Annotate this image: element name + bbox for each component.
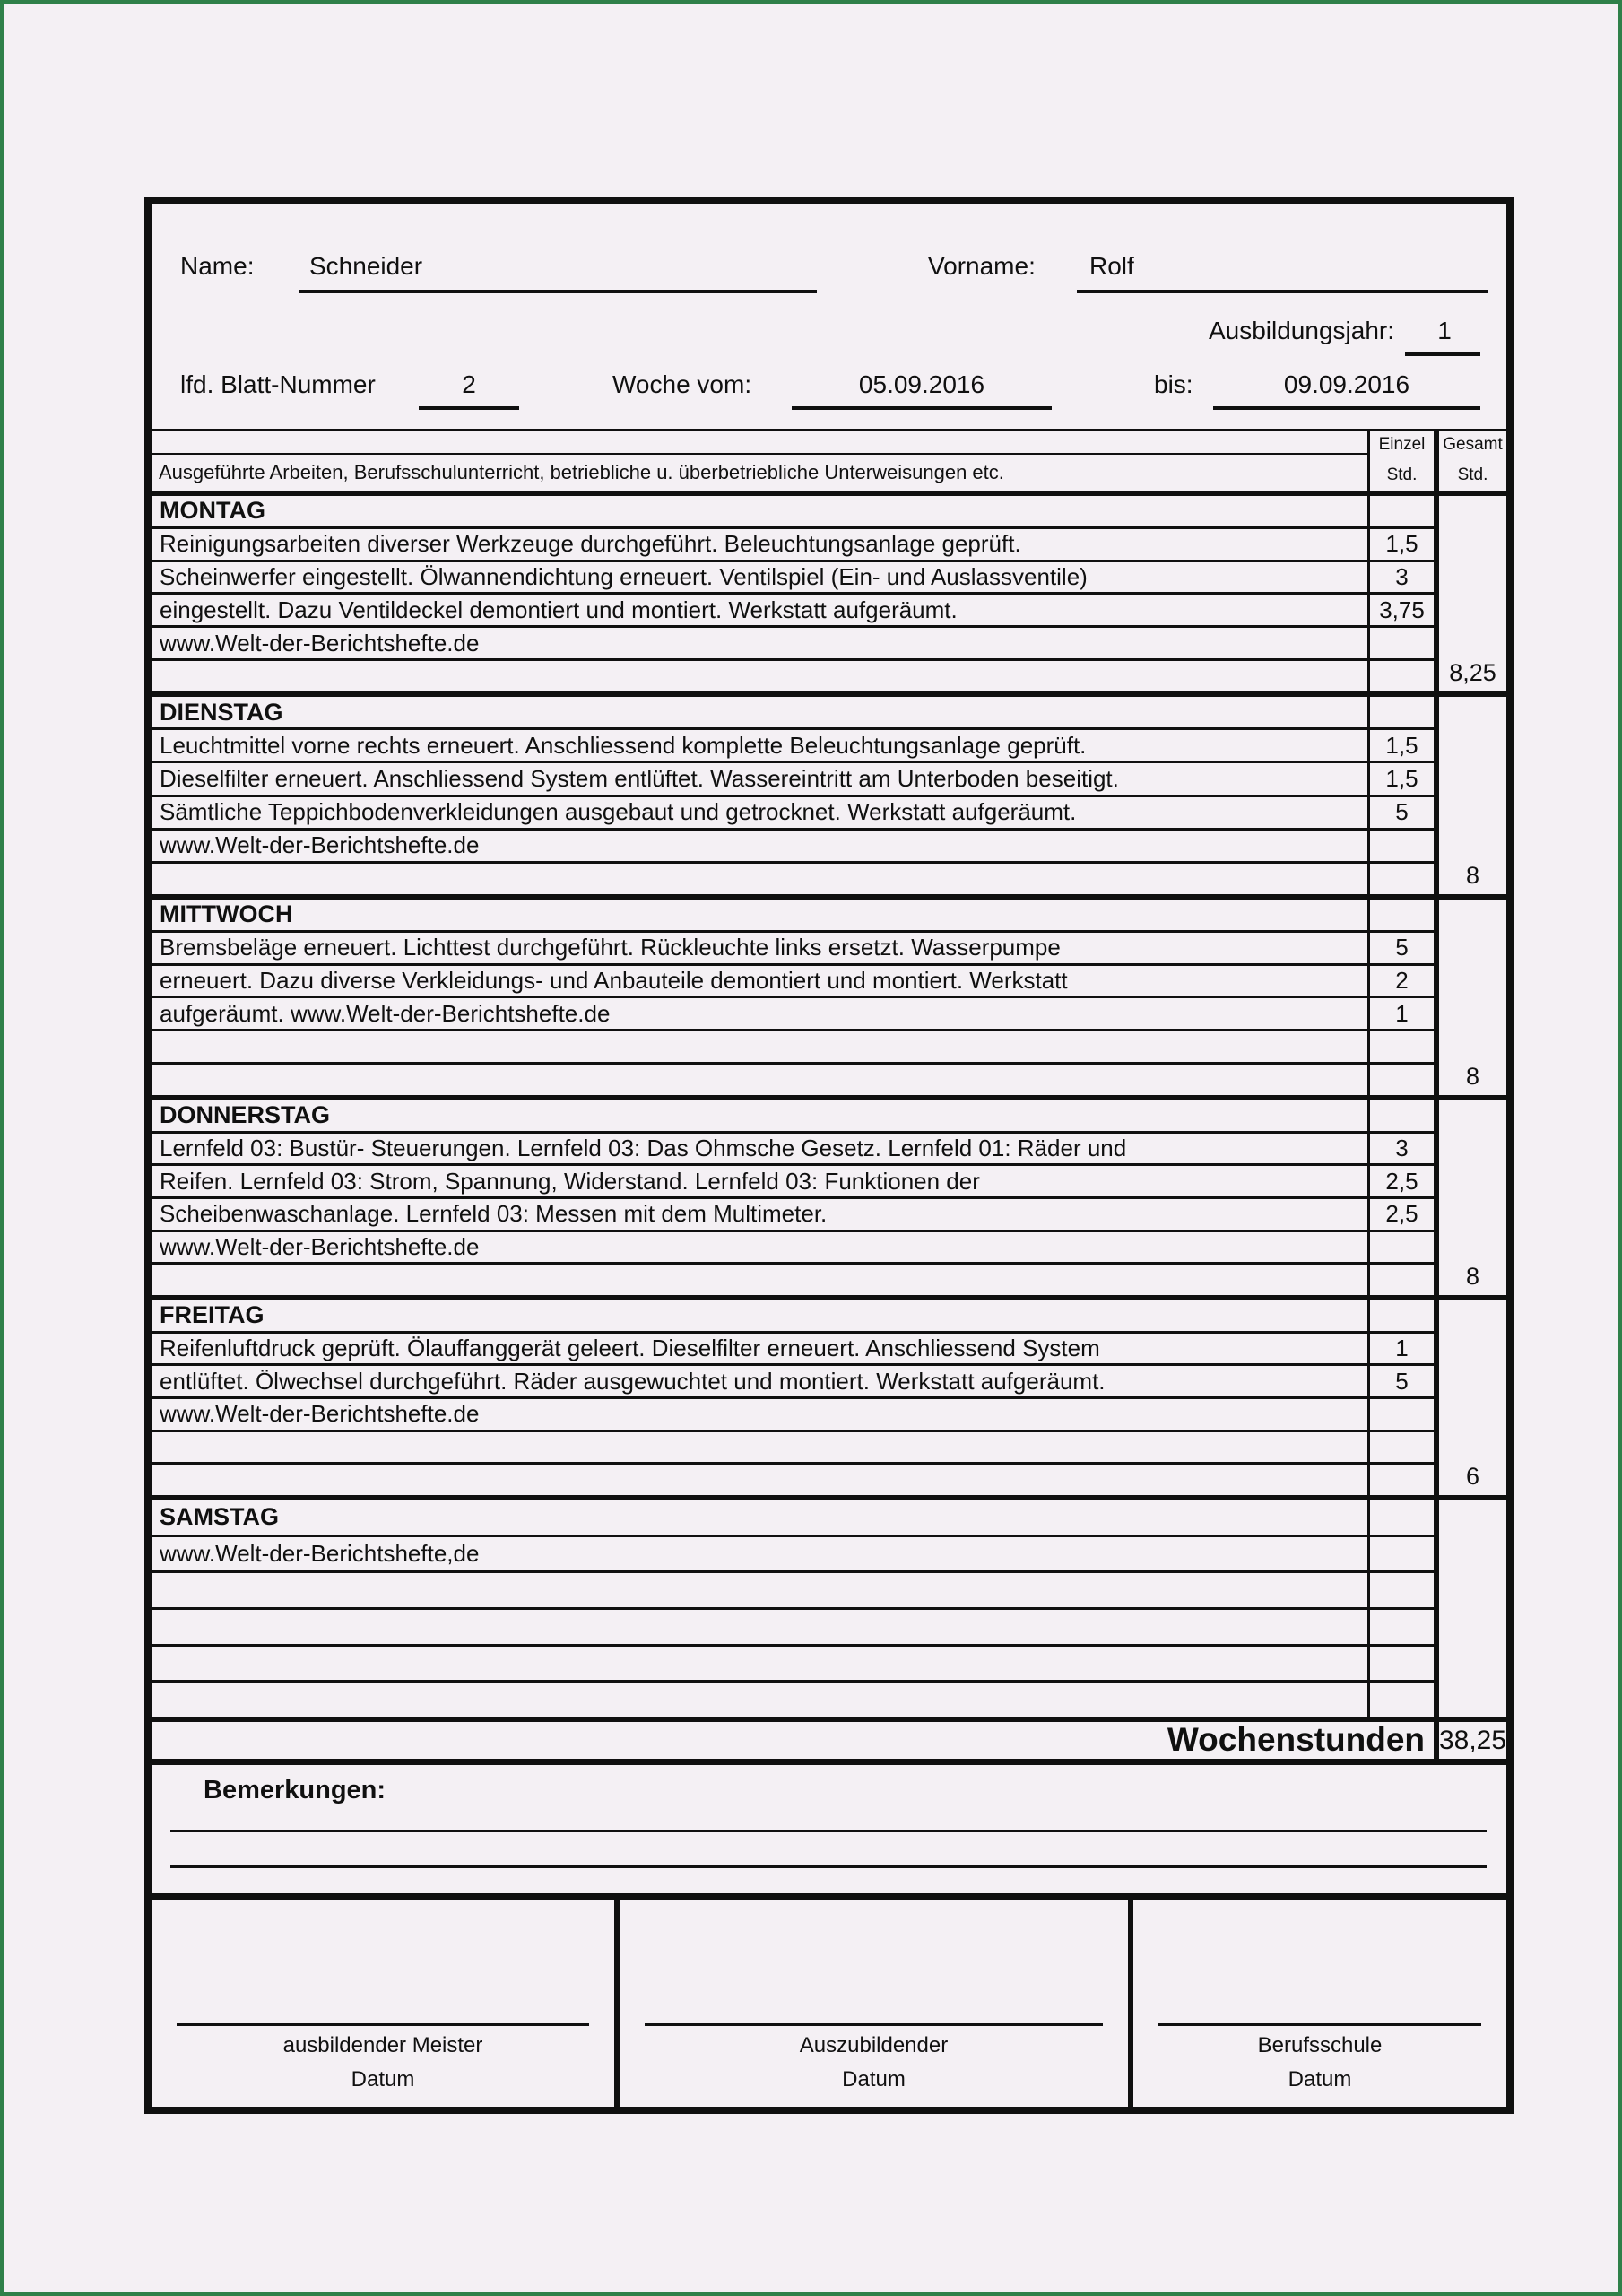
bis-value: 09.09.2016 (1283, 370, 1410, 398)
signature-datum-label: Datum (351, 2067, 415, 2092)
entry-hours-cell (1367, 1265, 1434, 1295)
entry-hours-cell: 1 (1367, 1334, 1434, 1364)
woche-vom-underline (792, 406, 1052, 410)
entry-row (152, 1265, 1434, 1295)
day-name: SAMSTAG (160, 1503, 279, 1531)
vorname-underline (1077, 290, 1488, 293)
entry-row (152, 1647, 1434, 1683)
signature-role-label: Berufsschule (1257, 2033, 1383, 2057)
bis-label: bis: (1154, 370, 1193, 398)
entry-text-cell: Sämtliche Teppichbodenverkleidungen ausgebaut und getrocknet. Werkstatt aufgeräumt. (160, 798, 1077, 826)
day-header-row (152, 1500, 1434, 1537)
name-value: Schneider (309, 252, 423, 280)
entry-text-cell: Dieselfilter erneuert. Anschliessend System entlüftet. Wassereintritt am Unterboden beseitigt. (160, 764, 1119, 792)
signature-box-auszubildender (614, 1900, 1128, 2107)
entry-hours-cell: 5 (1367, 797, 1434, 828)
entry-hours-cell (1367, 1300, 1434, 1331)
entry-row (152, 595, 1434, 628)
entry-hours-cell (1367, 900, 1434, 930)
woche-vom-label: Woche vom: (612, 370, 752, 398)
entry-row (152, 1537, 1434, 1574)
bemerkungen-line (170, 1866, 1487, 1868)
entry-text-cell (152, 1683, 1367, 1717)
entry-row (152, 1465, 1434, 1495)
entry-hours-cell (1367, 1432, 1434, 1463)
entry-row (152, 1366, 1434, 1399)
vorname-label: Vorname: (928, 252, 1036, 280)
signature-role-label: Auszubildender (799, 2033, 949, 2057)
signature-datum-label: Datum (1288, 2067, 1352, 2092)
day-total (1434, 1500, 1506, 1717)
entry-row (152, 1166, 1434, 1199)
entry-hours-cell (1367, 864, 1434, 894)
entry-row (152, 763, 1434, 796)
entry-hours-cell (1367, 1031, 1434, 1062)
einzel-std-column-header (1367, 431, 1434, 491)
entry-text-cell (152, 1065, 1367, 1095)
entry-hours-cell (1367, 1537, 1434, 1571)
entry-row (152, 966, 1434, 999)
entry-hours-cell (1367, 1065, 1434, 1095)
entry-hours-cell (1367, 1647, 1434, 1681)
entry-hours-cell: 1,5 (1367, 730, 1434, 761)
day-total: 6 (1434, 1300, 1506, 1495)
entry-row (152, 730, 1434, 763)
ausbildungsjahr-label: Ausbildungsjahr: (1208, 317, 1394, 344)
entry-hours-cell: 5 (1367, 1366, 1434, 1396)
wochenstunden-row (152, 1722, 1506, 1765)
day-header-row (152, 496, 1434, 529)
signature-line (645, 2023, 1103, 2026)
entry-row (152, 998, 1434, 1031)
entry-text-cell: erneuert. Dazu diverse Verkleidungs- und Anbauteile demontiert und montiert. Werkstatt (160, 967, 1068, 995)
day-block-samstag (152, 1500, 1506, 1722)
day-block-donnerstag (152, 1100, 1506, 1300)
blatt-nummer-label: lfd. Blatt-Nummer (180, 370, 376, 398)
wochenstunden-label: Wochenstunden (1167, 1721, 1425, 1758)
day-block-montag (152, 496, 1506, 697)
entry-row (152, 797, 1434, 831)
entry-row (152, 628, 1434, 661)
name-underline (299, 290, 817, 293)
bemerkungen-line (170, 1830, 1487, 1832)
entry-row (152, 562, 1434, 596)
entry-text-cell: www.Welt-der-Berichtshefte,de (160, 1540, 480, 1567)
signature-line (1158, 2023, 1481, 2026)
entry-hours-cell: 2,5 (1367, 1199, 1434, 1230)
einzel-label: Einzel (1378, 435, 1426, 454)
entry-row (152, 1610, 1434, 1647)
entry-text-cell (152, 1031, 1367, 1062)
blatt-nummer-value: 2 (462, 370, 476, 398)
signature-section (152, 1900, 1506, 2107)
day-name: MONTAG (160, 497, 265, 525)
wochenstunden-value: 38,25 (1434, 1722, 1506, 1759)
entry-text-cell (152, 1465, 1367, 1495)
entry-text-cell (152, 1265, 1367, 1295)
entry-text-cell (152, 864, 1367, 894)
entry-text-cell (152, 1432, 1367, 1463)
day-block-freitag (152, 1300, 1506, 1500)
day-total: 8 (1434, 1100, 1506, 1295)
entry-row (152, 1399, 1434, 1432)
einzel-std-label: Std. (1386, 465, 1418, 484)
entry-text-cell (152, 1610, 1367, 1644)
entry-row (152, 1334, 1434, 1367)
day-name: MITTWOCH (160, 900, 293, 928)
table-header (152, 429, 1506, 496)
table-header-main (152, 431, 1367, 491)
entry-hours-cell: 2 (1367, 966, 1434, 996)
entry-hours-cell: 3 (1367, 1134, 1434, 1164)
entry-hours-cell (1367, 628, 1434, 658)
entry-text-cell: www.Welt-der-Berichtshefte.de (160, 831, 480, 859)
entry-text-cell: Bremsbeläge erneuert. Lichttest durchgeführt. Rückleuchte links ersetzt. Wasserpumpe (160, 934, 1061, 961)
name-label: Name: (180, 252, 255, 280)
entry-row (152, 1432, 1434, 1465)
work-description-header: Ausgeführte Arbeiten, Berufsschulunterricht, betriebliche u. überbetriebliche Unterweisungen etc. (159, 461, 1004, 483)
entry-hours-cell (1367, 661, 1434, 691)
entry-row (152, 1065, 1434, 1095)
entry-text-cell: Scheinwerfer eingestellt. Ölwannendichtung erneuert. Ventilspiel (Ein- und Auslassventile) (160, 563, 1088, 591)
bemerkungen-section (152, 1765, 1506, 1900)
entry-hours-cell (1367, 1683, 1434, 1717)
entry-row (152, 529, 1434, 562)
entry-hours-cell: 1,5 (1367, 529, 1434, 560)
entry-hours-cell (1367, 1465, 1434, 1495)
day-total: 8 (1434, 697, 1506, 894)
entry-hours-cell: 1 (1367, 998, 1434, 1029)
entry-hours-cell (1367, 496, 1434, 526)
entry-row (152, 1683, 1434, 1717)
entry-text-cell: Leuchtmittel vorne rechts erneuert. Anschliessend komplette Beleuchtungsanlage geprüft. (160, 731, 1087, 759)
woche-vom-value: 05.09.2016 (858, 370, 985, 398)
entry-hours-cell (1367, 1399, 1434, 1430)
entry-text-cell: eingestellt. Dazu Ventildeckel demontiert und montiert. Werkstatt aufgeräumt. (160, 596, 958, 623)
entry-row (152, 933, 1434, 966)
gesamt-std-column-header (1434, 431, 1506, 491)
entry-text-cell: Lernfeld 03: Bustür- Steuerungen. Lernfeld 03: Das Ohmsche Gesetz. Lernfeld 01: Räder und (160, 1135, 1127, 1161)
blatt-nummer-underline (419, 406, 519, 410)
ausbildungsjahr-value: 1 (1437, 317, 1452, 344)
entry-hours-cell (1367, 1100, 1434, 1131)
entry-text-cell: entlüftet. Ölwechsel durchgeführt. Räder ausgewuchtet und montiert. Werkstatt aufgeräumt. (160, 1367, 1106, 1395)
day-name: DIENSTAG (160, 698, 283, 726)
vorname-value: Rolf (1089, 252, 1134, 280)
bemerkungen-label: Bemerkungen: (204, 1776, 386, 1805)
entry-hours-cell: 5 (1367, 933, 1434, 963)
signature-line (177, 2023, 589, 2026)
entry-text-cell: Reifen. Lernfeld 03: Strom, Spannung, Widerstand. Lernfeld 03: Funktionen der (160, 1167, 980, 1195)
entry-text-cell: aufgeräumt. www.Welt-der-Berichtshefte.de (160, 999, 611, 1027)
day-name: FREITAG (160, 1301, 265, 1329)
entry-row (152, 1134, 1434, 1167)
signature-role-label: ausbildender Meister (282, 2033, 483, 2057)
entry-hours-cell (1367, 1500, 1434, 1535)
entry-row (152, 1573, 1434, 1610)
entry-text-cell: www.Welt-der-Berichtshefte.de (160, 1400, 480, 1428)
entry-row (152, 864, 1434, 894)
entry-hours-cell: 2,5 (1367, 1166, 1434, 1196)
entry-text-cell: Reifenluftdruck geprüft. Ölauffanggerät geleert. Dieselfilter erneuert. Anschliessend System (160, 1335, 1100, 1361)
day-name: DONNERSTAG (160, 1101, 331, 1129)
entry-row (152, 1232, 1434, 1265)
entry-hours-cell (1367, 1610, 1434, 1644)
entry-text-cell (152, 1647, 1367, 1681)
entry-hours-cell: 1,5 (1367, 763, 1434, 794)
bis-underline (1213, 406, 1480, 410)
ausbildungsjahr-underline (1405, 352, 1480, 356)
day-header-row (152, 1100, 1434, 1134)
entry-row (152, 831, 1434, 864)
entry-text-cell (152, 1573, 1367, 1607)
entry-row (152, 661, 1434, 691)
entry-text-cell: Scheibenwaschanlage. Lernfeld 03: Messen mit dem Multimeter. (160, 1200, 828, 1228)
day-block-dienstag (152, 697, 1506, 900)
entry-text-cell (152, 661, 1367, 691)
entry-hours-cell (1367, 697, 1434, 727)
entry-hours-cell: 3 (1367, 562, 1434, 593)
entry-text-cell: Reinigungsarbeiten diverser Werkzeuge durchgeführt. Beleuchtungsanlage geprüft. (160, 530, 1021, 558)
entry-text-cell: www.Welt-der-Berichtshefte.de (160, 629, 480, 657)
day-total: 8,25 (1434, 496, 1506, 691)
day-total: 8 (1434, 900, 1506, 1095)
entry-hours-cell: 3,75 (1367, 595, 1434, 625)
signature-datum-label: Datum (842, 2067, 906, 2092)
gesamt-label: Gesamt (1443, 435, 1503, 454)
entry-hours-cell (1367, 1232, 1434, 1263)
entry-hours-cell (1367, 831, 1434, 861)
day-block-mittwoch (152, 900, 1506, 1100)
entry-row (152, 1199, 1434, 1232)
table-header-spacer (152, 431, 1367, 455)
signature-box-berufsschule (1128, 1900, 1506, 2107)
gesamt-std-label: Std. (1457, 465, 1488, 484)
entry-row (152, 1031, 1434, 1065)
day-header-row (152, 1300, 1434, 1334)
entry-hours-cell (1367, 1573, 1434, 1607)
entry-text-cell: www.Welt-der-Berichtshefte.de (160, 1233, 480, 1261)
day-header-row (152, 697, 1434, 730)
signature-box-meister (152, 1900, 614, 2107)
day-header-row (152, 900, 1434, 933)
